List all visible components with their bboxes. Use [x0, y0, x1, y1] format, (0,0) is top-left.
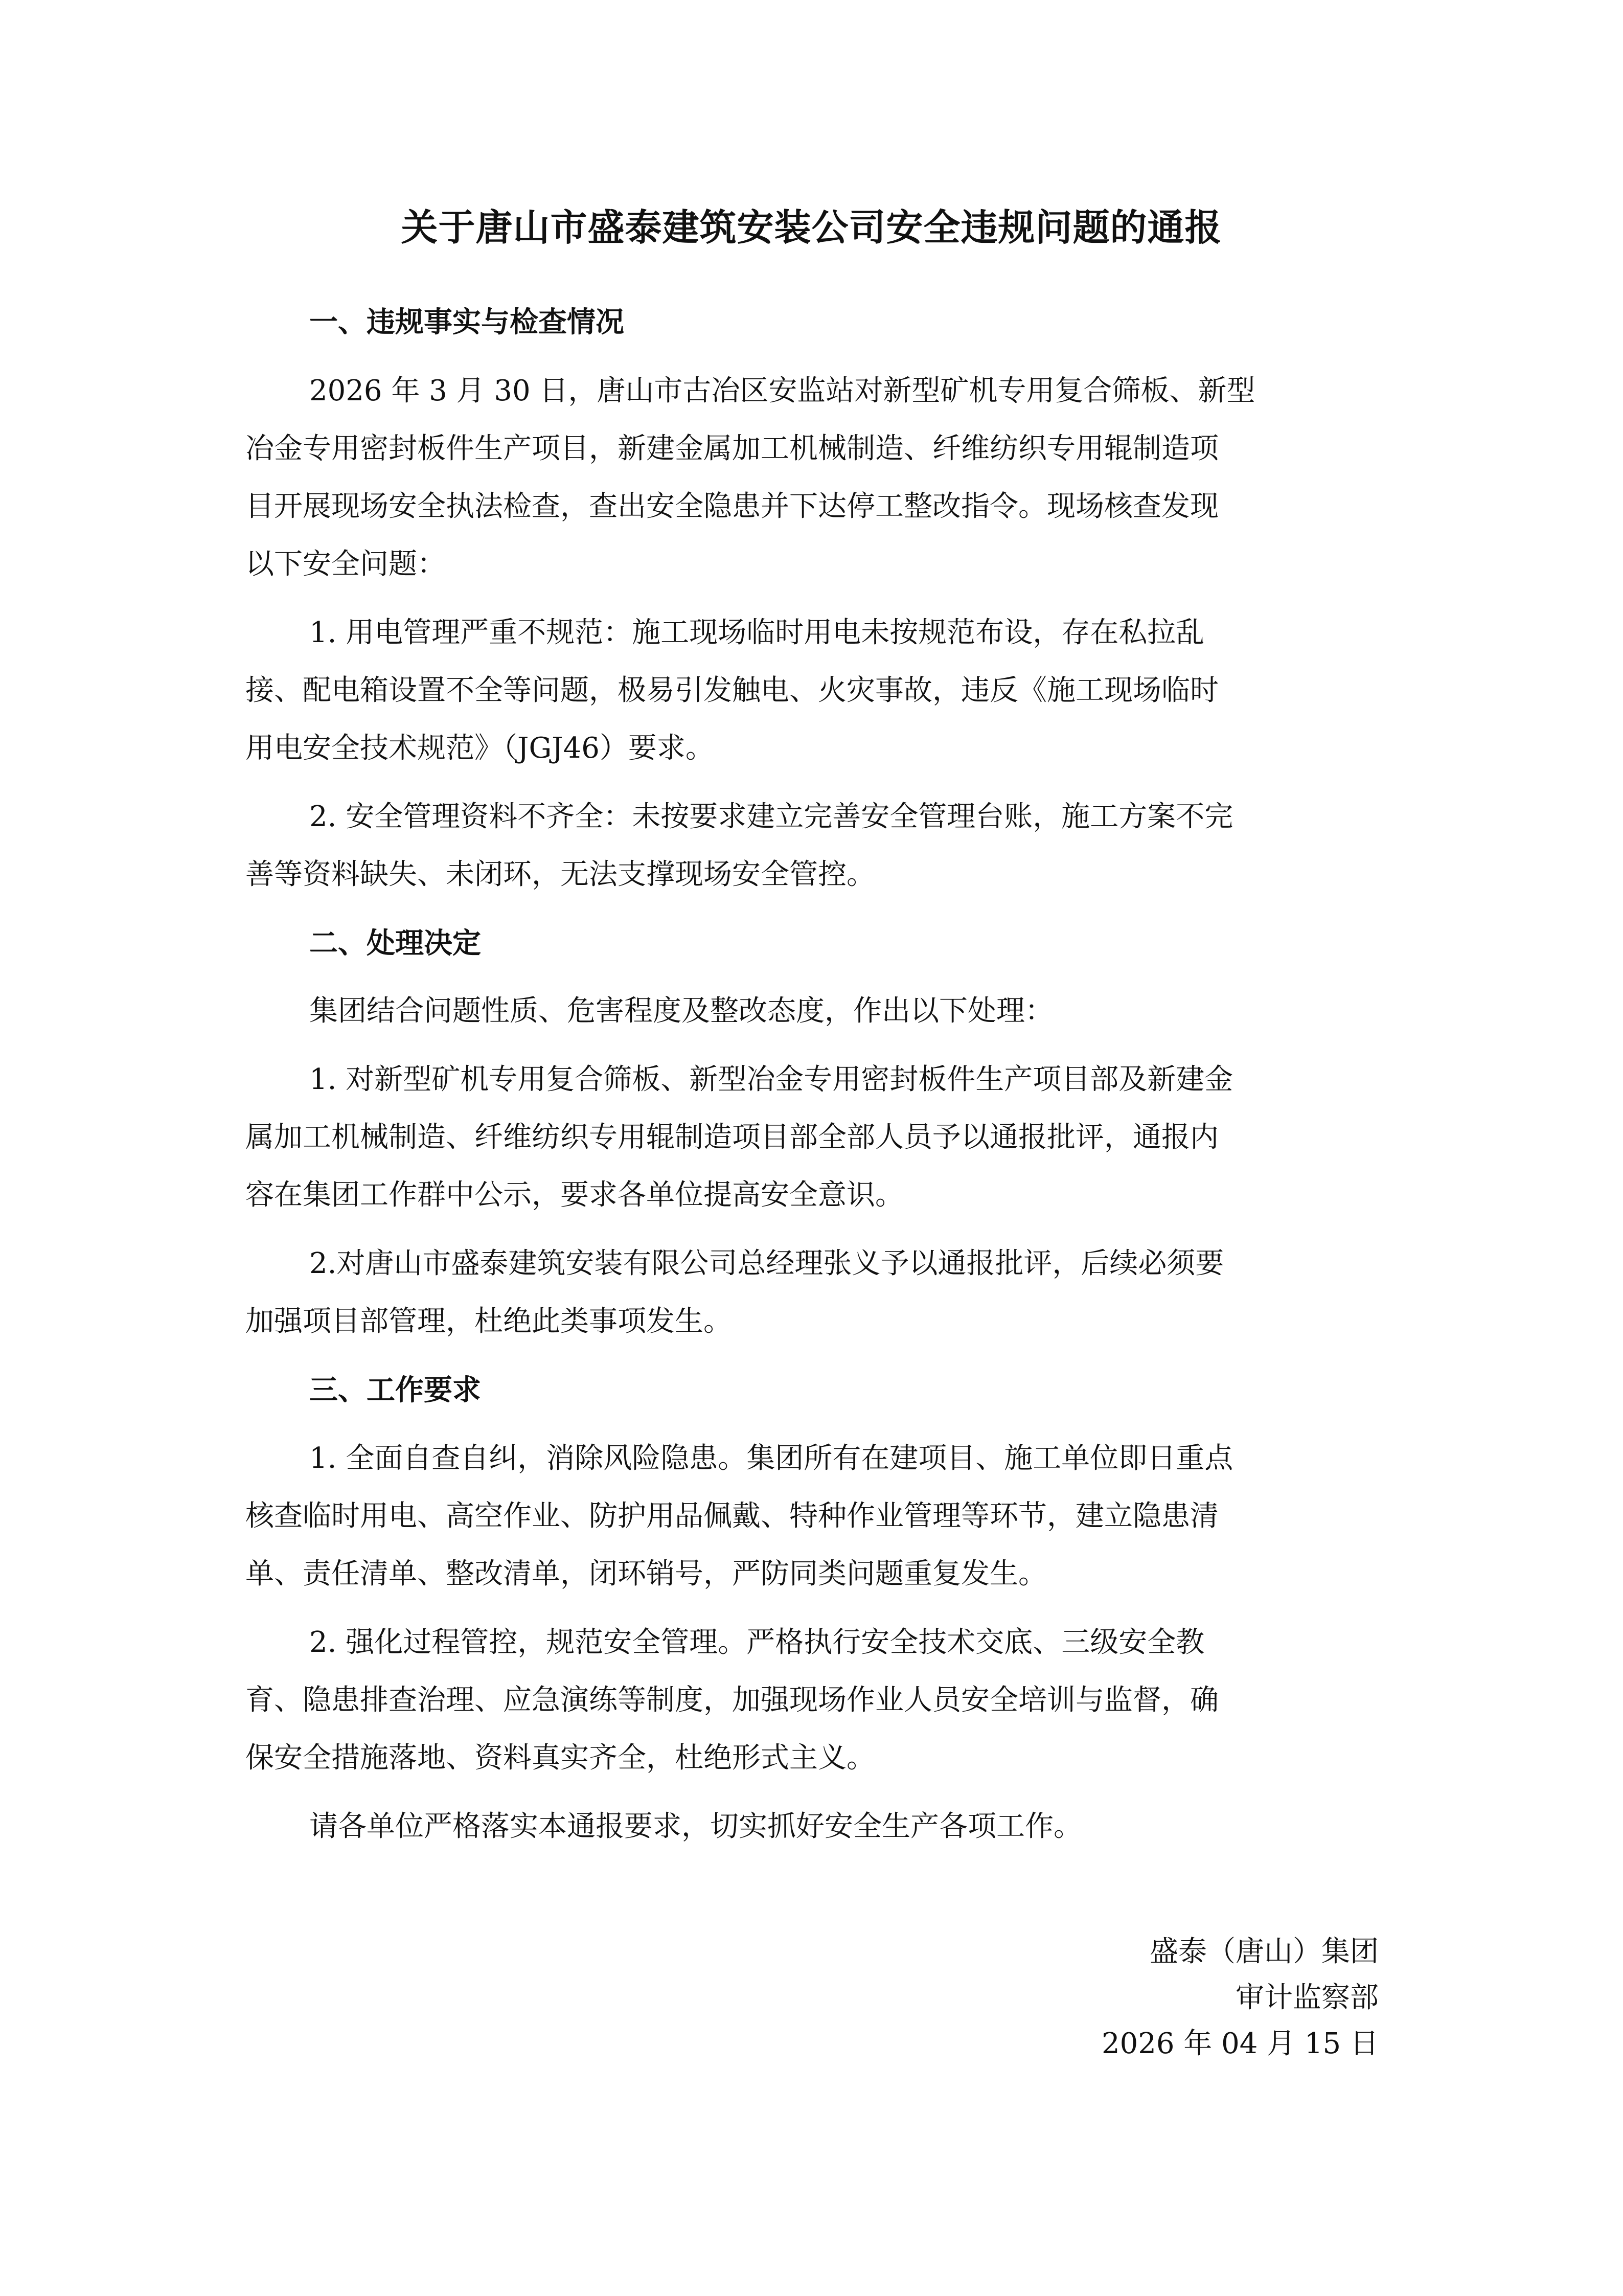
section-heading-requirements: 三、工作要求: [309, 1373, 481, 1407]
list-item-line: 接、配电箱设置不全等问题，极易引发触电、火灾事故，违反《施工现场临时: [245, 674, 1219, 707]
paragraph-line: 以下安全问题：: [245, 548, 446, 581]
paragraph-line: 目开展现场安全执法检查，查出安全隐患并下达停工整改指令。现场核查发现: [245, 490, 1219, 523]
signature-department: 审计监察部: [1236, 1981, 1379, 2014]
section-heading-decision: 二、处理决定: [309, 926, 481, 960]
list-item-line: 加强项目部管理，杜绝此类事项发生。: [245, 1305, 732, 1338]
list-item-line: 1. 对新型矿机专用复合筛板、新型冶金专用密封板件生产项目部及新建金: [309, 1063, 1233, 1096]
list-item-line: 2.对唐山市盛泰建筑安装有限公司总经理张义予以通报批评，后续必须要: [309, 1247, 1224, 1280]
list-item-line: 2. 安全管理资料不齐全：未按要求建立完善安全管理台账，施工方案不完: [309, 800, 1233, 833]
list-item-line: 核查临时用电、高空作业、防护用品佩戴、特种作业管理等环节，建立隐患清: [245, 1499, 1219, 1533]
list-item-line: 属加工机械制造、纤维纺织专用辊制造项目部全部人员予以通报批评，通报内: [245, 1121, 1219, 1154]
paragraph-line: 集团结合问题性质、危害程度及整改态度，作出以下处理：: [309, 994, 1054, 1028]
list-item-line: 育、隐患排查治理、应急演练等制度，加强现场作业人员安全培训与监督，确: [245, 1684, 1219, 1717]
paragraph-line: 冶金专用密封板件生产项目，新建金属加工机械制造、纤维纺织专用辊制造项: [245, 432, 1219, 465]
closing-paragraph: 请各单位严格落实本通报要求，切实抓好安全生产各项工作。: [309, 1810, 1082, 1843]
paragraph-line: 2026 年 3 月 30 日，唐山市古冶区安监站对新型矿机专用复合筛板、新型: [309, 374, 1255, 407]
list-item-line: 1. 用电管理严重不规范：施工现场临时用电未按规范布设，存在私拉乱: [309, 616, 1205, 649]
signature-organization: 盛泰（唐山）集团: [1150, 1935, 1379, 1968]
list-item-line: 容在集团工作群中公示，要求各单位提高安全意识。: [245, 1178, 904, 1212]
list-item-line: 善等资料缺失、未闭环，无法支撑现场安全管控。: [245, 858, 875, 891]
list-item-line: 1. 全面自查自纠，消除风险隐患。集团所有在建项目、施工单位即日重点: [309, 1442, 1233, 1475]
document-title: 关于唐山市盛泰建筑安装公司安全违规问题的通报: [401, 206, 1222, 249]
list-item-line: 用电安全技术规范》（JGJ46）要求。: [245, 732, 714, 765]
section-heading-violations: 一、违规事实与检查情况: [309, 305, 624, 339]
list-item-line: 单、责任清单、整改清单，闭环销号，严防同类问题重复发生。: [245, 1557, 1047, 1590]
list-item-line: 2. 强化过程管控，规范安全管理。严格执行安全技术交底、三级安全教: [309, 1626, 1205, 1659]
list-item-line: 保安全措施落地、资料真实齐全，杜绝形式主义。: [245, 1741, 875, 1775]
signature-date: 2026 年 04 月 15 日: [1101, 2027, 1379, 2060]
